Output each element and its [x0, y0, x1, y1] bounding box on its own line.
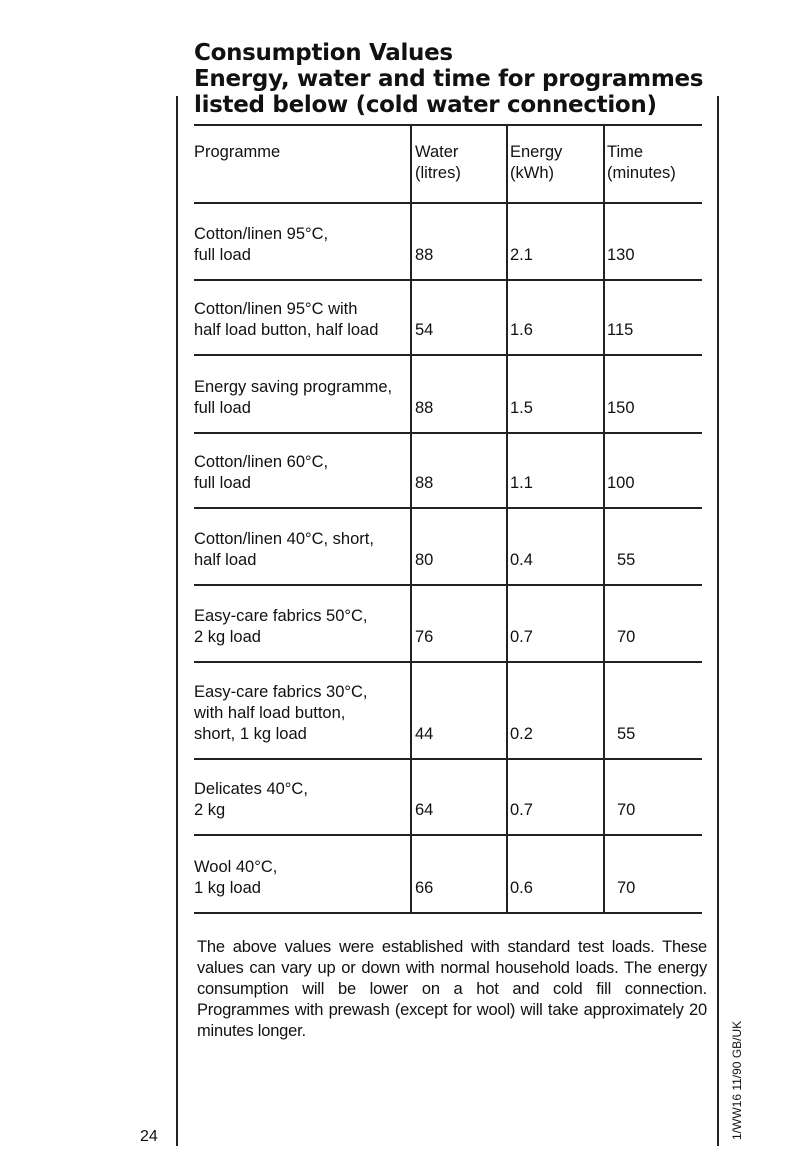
column-separator: [410, 124, 412, 912]
water-value: 66: [415, 879, 434, 897]
left-margin-rule: [176, 96, 178, 1146]
title-line-3: listed below (cold water connection): [194, 92, 657, 118]
programme-name: with half load button,: [194, 704, 346, 722]
time-value: 70: [617, 879, 636, 897]
column-header: Water: [415, 143, 459, 161]
programme-name: Cotton/linen 95°C,: [194, 225, 329, 243]
programme-name: Easy-care fabrics 30°C,: [194, 683, 368, 701]
water-value: 88: [415, 474, 434, 492]
row-rule: [194, 758, 702, 760]
row-rule: [194, 912, 702, 914]
water-value: 54: [415, 321, 434, 339]
column-header: Time: [607, 143, 644, 161]
row-rule: [194, 432, 702, 434]
right-margin-rule: [717, 96, 719, 1146]
column-header: Energy: [510, 143, 563, 161]
time-value: 70: [617, 801, 636, 819]
time-value: 130: [607, 246, 635, 264]
programme-name: Cotton/linen 60°C,: [194, 453, 329, 471]
water-value: 76: [415, 628, 434, 646]
programme-name: Cotton/linen 40°C, short,: [194, 530, 374, 548]
programme-name: full load: [194, 246, 251, 264]
column-header: (kWh): [510, 164, 554, 182]
energy-value: 0.2: [510, 725, 533, 743]
programme-name: 2 kg: [194, 801, 226, 819]
energy-value: 1.5: [510, 399, 533, 417]
energy-value: 1.6: [510, 321, 533, 339]
programme-name: Cotton/linen 95°C with: [194, 300, 358, 318]
water-value: 44: [415, 725, 434, 743]
time-value: 55: [617, 551, 636, 569]
footnote: The above values were established with standard test loads. These values can vary up or down with normal household loads. The energy consumption will be lower on a hot and cold fill connection. Programmes with prewash (except for wool) will take approximately 20 minutes longer.: [197, 938, 707, 1040]
page-title: [194, 40, 714, 118]
time-value: 100: [607, 474, 635, 492]
energy-value: 0.4: [510, 551, 533, 569]
header-rule: [194, 202, 702, 204]
programme-name: half load button, half load: [194, 321, 379, 339]
water-value: 80: [415, 551, 434, 569]
row-rule: [194, 834, 702, 836]
programme-name: half load: [194, 551, 257, 569]
column-header: Programme: [194, 143, 281, 161]
energy-value: 1.1: [510, 474, 533, 492]
programme-name: short, 1 kg load: [194, 725, 307, 743]
time-value: 115: [607, 321, 634, 339]
column-separator: [603, 124, 605, 912]
document-code: 1/WW16 11/90 GB/UK: [730, 1020, 744, 1140]
programme-name: full load: [194, 474, 251, 492]
time-value: 55: [617, 725, 636, 743]
row-rule: [194, 584, 702, 586]
programme-name: Delicates 40°C,: [194, 780, 308, 798]
time-value: 70: [617, 628, 636, 646]
row-rule: [194, 279, 702, 281]
row-rule: [194, 661, 702, 663]
row-rule: [194, 507, 702, 509]
energy-value: 0.7: [510, 628, 533, 646]
programme-name: Energy saving programme,: [194, 378, 393, 396]
programme-name: full load: [194, 399, 251, 417]
column-separator: [506, 124, 508, 912]
page-number: 24: [140, 1128, 158, 1145]
energy-value: 2.1: [510, 246, 533, 264]
row-rule: [194, 354, 702, 356]
column-header: (minutes): [607, 164, 676, 182]
water-value: 88: [415, 399, 434, 417]
column-header: (litres): [415, 164, 461, 182]
programme-name: 2 kg load: [194, 628, 261, 646]
table-top-rule: [194, 124, 702, 126]
energy-value: 0.6: [510, 879, 533, 897]
programme-name: 1 kg load: [194, 879, 261, 897]
water-value: 64: [415, 801, 434, 819]
title-line-1: Consumption Values: [194, 40, 453, 66]
title-line-2: Energy, water and time for programmes: [194, 66, 704, 92]
water-value: 88: [415, 246, 434, 264]
programme-name: Wool 40°C,: [194, 858, 278, 876]
energy-value: 0.7: [510, 801, 533, 819]
programme-name: Easy-care fabrics 50°C,: [194, 607, 368, 625]
time-value: 150: [607, 399, 635, 417]
